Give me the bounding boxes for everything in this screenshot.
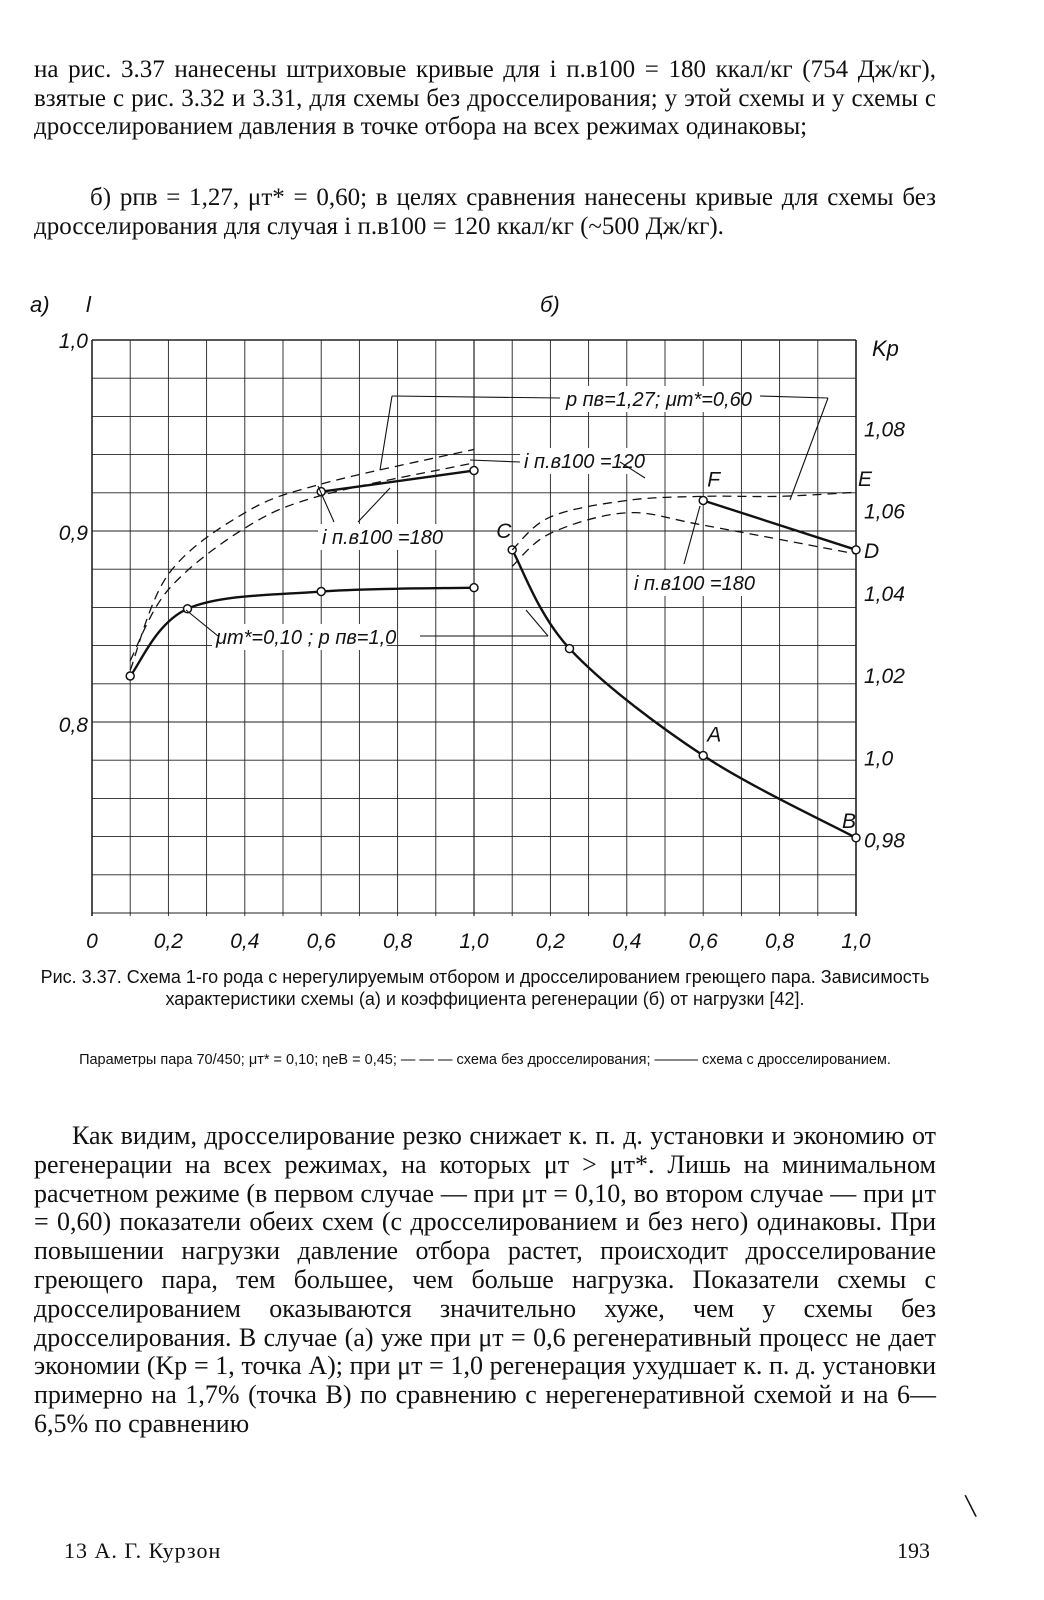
panel-a-data-point (317, 588, 325, 596)
figure-caption: Рис. 3.37. Схема 1-го рода с нерегулируемым отбором и дросселированием греющего пара. Зависимость характеристики схемы (а) и коэффициента регенерации (б) от нагрузки [42]. (40, 967, 930, 1009)
panel-a-y-tick-label: 0,8 (58, 714, 88, 737)
panel-b-data-point (699, 496, 707, 504)
leader-line (684, 506, 700, 564)
page-mark: \ (963, 1487, 978, 1526)
panel-a-x-tick-label: 0,4 (230, 930, 260, 953)
panel-a-ylabel: l (86, 292, 91, 317)
panel-b-ylabel: Kp (872, 336, 899, 361)
leader-line (380, 396, 392, 470)
panel-b-x-tick-label: 1,0 (841, 930, 871, 953)
panel-b-y-tick-label: 1,08 (864, 418, 905, 442)
annotation-ppv-mu: p пв=1,27; μт*=0,60 (566, 389, 752, 411)
panel-b-data-point (852, 834, 860, 842)
panel-a-x-tick-label: 0,8 (382, 930, 413, 953)
panel-b-x-tick-label: 0,2 (535, 930, 566, 953)
paragraph-top-2: б) pпв = 1,27, μт* = 0,60; в целях сравнения нанесены кривые для схемы без дросселирования для случая i п.в100 = 120 ккал/кг (~500 Дж/кг). (34, 184, 936, 240)
panel-a-y-tick-label: 1,0 (58, 330, 88, 353)
chart-labels (30, 292, 905, 953)
panel-b-x-tick-label: 0,6 (688, 930, 718, 953)
panel-b-label: б) (540, 292, 560, 317)
point-label-d: D (864, 539, 880, 563)
panel-b-x-tick-label: 0,4 (612, 930, 642, 953)
panel-a-x-tick-label: 0,6 (306, 930, 336, 953)
annotation-mu-ppv: μт*=0,10 ; p пв=1,0 (216, 627, 397, 649)
panel-a-x-tick-label: 0 (86, 930, 98, 953)
annotation-i-180-a: i п.в100 =180 (322, 527, 443, 549)
panel-a-label: а) (30, 292, 50, 317)
leader-line (186, 610, 218, 636)
point-label-c: C (496, 519, 512, 543)
panel-a-x-tick-label: 0,2 (153, 930, 184, 953)
panel-b-y-tick-label: 1,06 (864, 500, 905, 524)
panel-a-data-point (470, 584, 478, 592)
footer-signature: 13 А. Г. Курзон (64, 1538, 222, 1563)
point-label-a: A (707, 723, 722, 747)
annotation-i-180-b: i п.в100 =180 (634, 573, 755, 595)
paragraph-top-1: на рис. 3.37 нанесены штриховые кривые для i п.в100 = 180 ккал/кг (754 Дж/кг), взятые с рис. 3.32 и 3.31, для схемы без дросселирования; у этой схемы и у схемы с дросселированием давления в точке отбора на всех режимах одинаковы; (34, 56, 936, 140)
panel-b-data-point (852, 546, 860, 554)
panel-b-y-tick-label: 1,04 (864, 582, 905, 606)
panel-a-y-tick-label: 0,9 (58, 522, 88, 545)
point-label-f: F (707, 468, 721, 492)
page-number: 193 (897, 1538, 930, 1563)
point-label-b: B (842, 809, 857, 833)
annotation-i-120: i п.в100 =120 (524, 451, 645, 473)
panel-b-y-tick-label: 0,98 (864, 829, 905, 853)
panel-b-data-point (566, 645, 574, 653)
point-label-e: E (858, 468, 873, 492)
panel-b-y-tick-label: 1,02 (864, 665, 905, 689)
paragraph-body: Как видим, дросселирование резко снижает к. п. д. установки и экономию от регенерации на всех режимах, на которых μт > μт*. Лишь на минимальном расчетном режиме (в первом случае — при μт = 0,10, во втором случае — при μт = 0,60) показатели обеих схем (с дросселированием и без него) одинаковы. При повышении нагрузки давление отбора растет, происходит дросселирование греющего пара, тем большее, чем больше нагрузка. Показатели схемы с дросселированием оказываются значительно хуже, чем у схемы без дросселирования. В случае (а) уже при μт = 0,6 регенеративный процесс не дает экономии (Kр = 1, точка A); при μт = 1,0 регенерация ухудшает к. п. д. установки примерно на 1,7% (точка B) по сравнению с нерегенеративной схемой и на 6—6,5% по сравнению (34, 1121, 936, 1438)
leader-line (790, 398, 828, 500)
panel-a-data-point (470, 467, 478, 475)
chart-grid (92, 340, 856, 916)
panel-a-data-point (126, 672, 134, 680)
panel-b-series-line-3 (512, 513, 856, 567)
figure-parameters: Параметры пара 70/450; μт* = 0,10; ηeB = 0,45; — — — схема без дросселирования; ——— схема с дросселированием. (79, 1052, 891, 1068)
panel-a-x-tick-label: 1,0 (459, 930, 489, 953)
panel-b-data-point (699, 752, 707, 760)
panel-b-x-tick-label: 0,8 (764, 930, 795, 953)
panel-b-y-tick-label: 1,0 (864, 747, 894, 771)
leader-line (392, 396, 560, 398)
